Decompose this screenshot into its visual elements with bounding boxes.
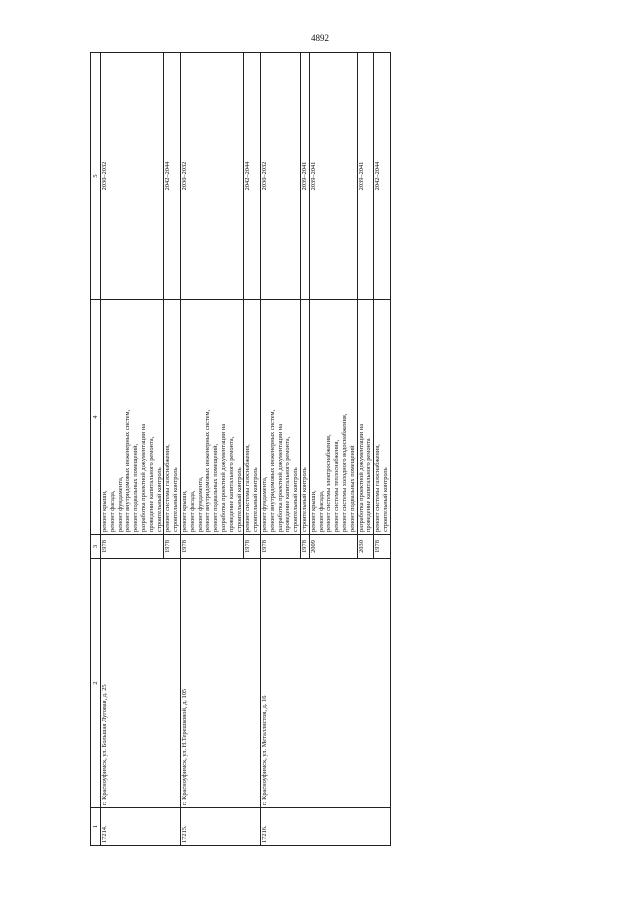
work-item: разработка проектной документации на (139, 423, 147, 532)
period-cell: 2039–2041 (357, 53, 374, 300)
works-cell (244, 300, 261, 535)
work-item: проведение капитального ремонта, (147, 436, 155, 532)
building-address: г. Красноуфимск, ул. Н.Терешковой, д. 105 (180, 559, 260, 808)
column-header-row (91, 53, 101, 846)
work-item: ремонт системы электроснабжения, (325, 434, 333, 532)
column-header-4: 4 (91, 300, 101, 535)
work-item: проведение капитального ремонта (365, 438, 373, 532)
works-cell (374, 300, 391, 535)
work-item: ремонт системы теплоснабжения, (333, 439, 341, 532)
work-item: ремонт системы газоснабжения, (164, 444, 172, 532)
table-row (260, 53, 300, 846)
period-cell: 2039–2041 (300, 53, 309, 300)
period-cell: 2042–2044 (244, 53, 261, 300)
year-cell: 1978 (101, 535, 164, 559)
row-number: 17214. (101, 808, 181, 846)
work-item: проведение капитального ремонта, (227, 436, 235, 532)
work-item: ремонт внутридомовых инженерных систем, (204, 409, 212, 532)
period-cell: 2030–2032 (101, 53, 164, 300)
work-item: ремонт подвальных помещений, (132, 443, 140, 532)
year-cell: 1978 (374, 535, 391, 559)
work-item: ремонт фасада, (108, 490, 116, 532)
building-address: г. Красноуфимск, ул. Металлистов, д. 16 (260, 559, 390, 808)
works-cell (260, 300, 300, 535)
work-item: ремонт крыши, (180, 490, 188, 532)
work-item: ремонт внутридомовых инженерных систем, (268, 409, 276, 532)
table-row (101, 53, 164, 846)
work-item: ремонт крыши, (309, 490, 317, 532)
period-cell: 2030–2032 (260, 53, 300, 300)
work-item: строительный контроль (300, 467, 308, 532)
work-item: строительный контроль (381, 467, 389, 532)
works-cell (101, 300, 164, 535)
work-item: ремонт крыши, (101, 490, 108, 532)
year-cell: 2009 (309, 535, 357, 559)
works-cell (309, 300, 357, 535)
period-cell: 2039–2041 (309, 53, 357, 300)
work-item: проведение капитального ремонта, (284, 436, 292, 532)
works-cell (300, 300, 309, 535)
year-cell: 1978 (260, 535, 300, 559)
work-item: ремонт внутридомовых инженерных систем, (124, 409, 132, 532)
year-cell: 1978 (164, 535, 181, 559)
table-body (101, 53, 391, 846)
table-row (180, 53, 243, 846)
building-address: г. Красноуфимск, ул. Большая Луговая, д. 25 (101, 559, 181, 808)
work-item: ремонт фундамента, (196, 476, 204, 532)
works-cell (357, 300, 374, 535)
row-number: 17216. (260, 808, 390, 846)
repair-schedule-table (90, 52, 391, 846)
column-header-2: 2 (91, 559, 101, 808)
period-cell: 2030–2032 (180, 53, 243, 300)
year-cell: 1978 (180, 535, 243, 559)
work-item: разработка проектной документации на (276, 423, 284, 532)
work-item: строительный контроль (252, 467, 260, 532)
work-item: ремонт фасада, (317, 490, 325, 532)
works-cell (164, 300, 181, 535)
period-cell: 2042–2044 (164, 53, 181, 300)
rotated-table-container (90, 78, 540, 846)
work-item: строительный контроль (235, 467, 243, 532)
year-cell: 2030 (357, 535, 374, 559)
work-item: ремонт системы газоснабжения, (374, 444, 382, 532)
column-header-5: 5 (91, 53, 101, 300)
work-item: разработка проектной документации на (219, 423, 227, 532)
work-item: ремонт фасада, (188, 490, 196, 532)
page-number: 4892 (311, 33, 329, 43)
row-number: 17215. (180, 808, 260, 846)
column-header-3: 3 (91, 535, 101, 559)
work-item: разработка проектной документации на (357, 423, 365, 532)
work-item: ремонт системы холодного водоснабжения, (340, 413, 348, 532)
column-header-1: 1 (91, 808, 101, 846)
work-item: строительный контроль (292, 467, 300, 532)
period-cell: 2042–2044 (374, 53, 391, 300)
work-item: строительный контроль (155, 467, 163, 532)
work-item: ремонт подвальных помещений, (212, 443, 220, 532)
work-item: ремонт фундамента, (116, 476, 124, 532)
year-cell: 1978 (300, 535, 309, 559)
work-item: ремонт фундамента, (260, 476, 268, 532)
work-item: ремонт системы газоснабжения, (244, 444, 252, 532)
works-cell (180, 300, 243, 535)
year-cell: 1978 (244, 535, 261, 559)
work-item: строительный контроль (172, 467, 180, 532)
work-item: ремонт подвальных помещений (348, 445, 356, 532)
